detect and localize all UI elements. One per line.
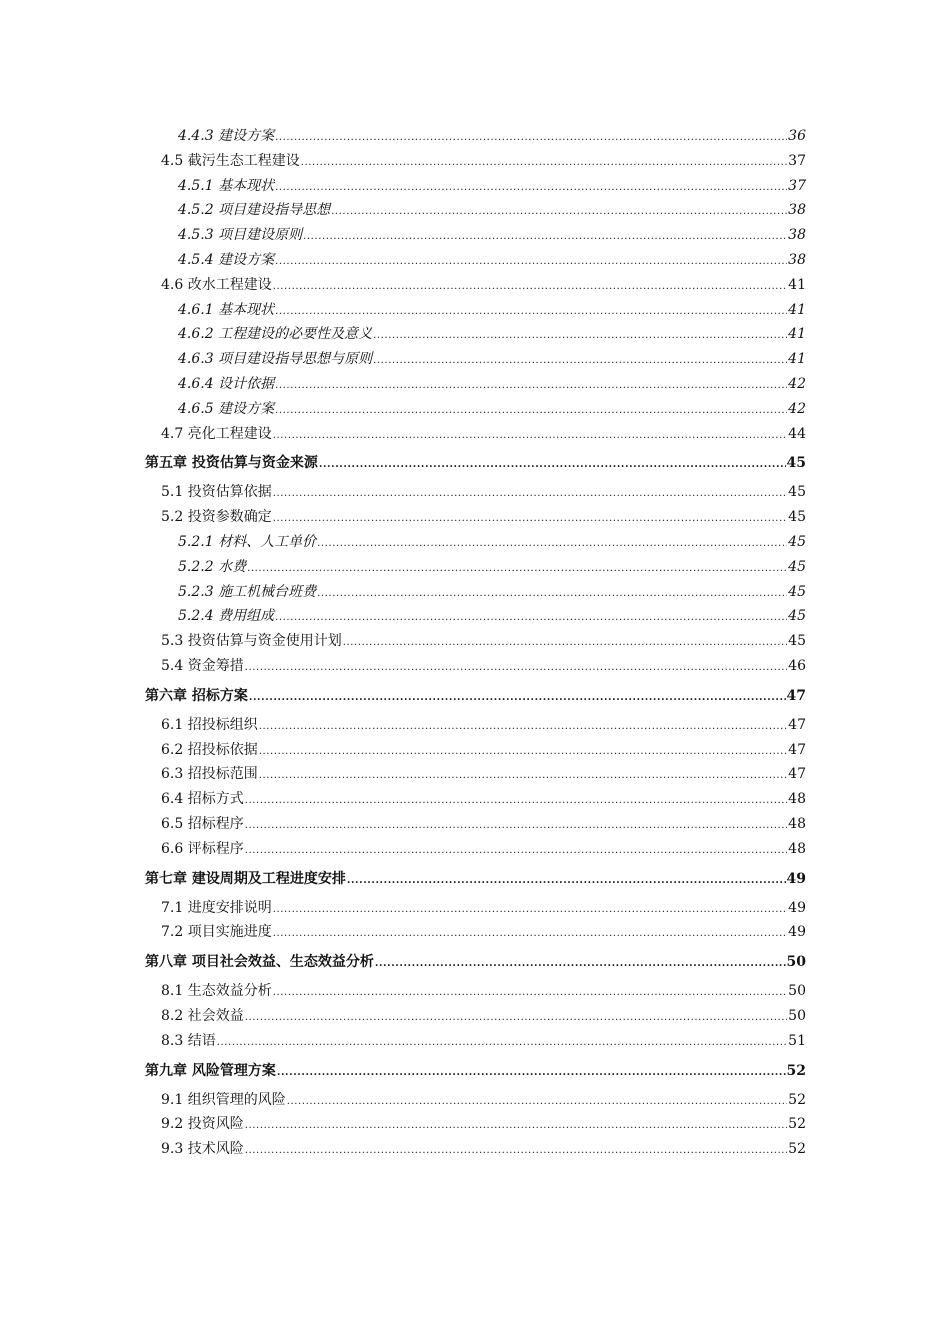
toc-subsection-entry[interactable] [145,347,806,372]
dot-leader [245,1114,787,1139]
toc-entry-page-number: 48 [788,791,806,808]
toc-entry-page-number: 48 [788,815,806,832]
toc-section-entry[interactable] [145,1112,806,1137]
toc-entry-title: 7.2 项目实施进度 [161,924,272,941]
toc-entry-title: 6.6 评标程序 [161,840,244,857]
toc-entry-title: 4.5.3 项目建设原则 [178,227,303,244]
toc-entry-title: 第五章 投资估算与资金来源 [145,455,318,472]
toc-section-entry[interactable] [145,1004,806,1029]
toc-entry-title: 9.1 组织管理的风险 [161,1091,286,1108]
toc-chapter-entry[interactable] [145,1054,806,1088]
toc-subsection-entry[interactable] [145,322,806,347]
table-of-contents [145,124,806,1162]
toc-entry-page-number: 41 [788,301,806,318]
toc-chapter-entry[interactable] [145,862,806,896]
toc-entry-page-number: 52 [786,1062,806,1079]
toc-entry-page-number: 44 [788,425,806,442]
dot-leader [287,1090,787,1115]
toc-entry-title: 4.5 截污生态工程建设 [161,152,300,169]
toc-entry-page-number: 49 [788,924,806,941]
toc-section-entry[interactable] [145,837,806,862]
toc-subsection-entry[interactable] [145,223,806,248]
toc-entry-title: 8.1 生态效益分析 [161,983,272,1000]
toc-entry-page-number: 47 [788,716,806,733]
toc-entry-page-number: 49 [786,870,806,887]
toc-entry-title: 5.4 资金筹措 [161,657,244,674]
dot-leader [275,250,787,275]
toc-chapter-entry[interactable] [145,679,806,713]
toc-entry-page-number: 37 [788,177,806,194]
dot-leader [245,789,787,814]
toc-subsection-entry[interactable] [145,580,806,605]
toc-subsection-entry[interactable] [145,298,806,323]
dot-leader [275,176,787,201]
dot-leader [301,151,787,176]
toc-section-entry[interactable] [145,505,806,530]
dot-leader [273,898,787,923]
toc-subsection-entry[interactable] [145,174,806,199]
dot-leader [303,225,787,250]
toc-entry-page-number: 36 [788,128,806,144]
toc-entry-page-number: 47 [788,766,806,783]
toc-section-entry[interactable] [145,787,806,812]
dot-leader [217,1031,787,1056]
dot-leader [245,1139,787,1164]
toc-entry-page-number: 46 [788,657,806,674]
toc-entry-title: 4.6.5 建设方案 [178,400,275,417]
toc-entry-page-number: 52 [788,1141,806,1158]
dot-leader [273,922,787,947]
toc-entry-title: 6.3 招投标范围 [161,766,258,783]
dot-leader [259,715,787,740]
dot-leader [347,864,786,898]
toc-section-entry[interactable] [145,979,806,1004]
dot-leader [373,349,787,374]
toc-section-entry[interactable] [145,149,806,174]
toc-entry-page-number: 41 [788,326,806,343]
toc-entry-page-number: 38 [788,202,806,219]
toc-entry-title: 第六章 招标方案 [145,687,248,704]
dot-leader [317,582,787,607]
toc-section-entry[interactable] [145,1137,806,1162]
dot-leader [275,606,787,631]
toc-entry-title: 6.1 招投标组织 [161,716,258,733]
dot-leader [273,275,787,300]
toc-subsection-entry[interactable] [145,555,806,580]
dot-leader [273,507,787,532]
toc-entry-title: 5.3 投资估算与资金使用计划 [161,633,342,650]
dot-leader [319,448,786,482]
dot-leader [273,981,787,1006]
dot-leader [273,482,787,507]
toc-entry-page-number: 50 [788,983,806,1000]
toc-section-entry[interactable] [145,629,806,654]
toc-entry-title: 第八章 项目社会效益、生态效益分析 [145,954,374,971]
toc-entry-title: 5.2.2 水费 [178,558,247,575]
toc-entry-page-number: 48 [788,840,806,857]
toc-entry-page-number: 45 [788,533,806,550]
dot-leader [343,631,787,656]
toc-entry-title: 9.2 投资风险 [161,1116,244,1133]
toc-entry-title: 4.4.3 建设方案 [178,128,275,144]
toc-entry-page-number: 45 [788,608,806,625]
toc-entry-title: 4.5.1 基本现状 [178,177,275,194]
dot-leader [249,681,786,715]
toc-section-entry[interactable] [145,480,806,505]
toc-entry-title: 4.6.3 项目建设指导思想与原则 [178,351,373,368]
toc-entry-title: 4.5.4 建设方案 [178,251,275,268]
toc-entry-page-number: 38 [788,251,806,268]
toc-entry-page-number: 45 [788,633,806,650]
toc-entry-title: 4.6.2 工程建设的必要性及意义 [178,326,373,343]
toc-chapter-entry[interactable] [145,446,806,480]
toc-entry-page-number: 52 [788,1091,806,1108]
toc-entry-title: 8.3 结语 [161,1032,216,1049]
dot-leader [375,947,786,981]
dot-leader [273,424,787,449]
toc-entry-page-number: 45 [788,484,806,501]
toc-subsection-entry[interactable] [145,530,806,555]
toc-entry-page-number: 45 [788,509,806,526]
toc-section-entry[interactable] [145,273,806,298]
toc-chapter-entry[interactable] [145,945,806,979]
toc-section-entry[interactable] [145,896,806,921]
dot-leader [275,399,787,424]
toc-entry-title: 6.4 招标方式 [161,791,244,808]
toc-entry-page-number: 38 [788,227,806,244]
toc-section-entry[interactable] [145,738,806,763]
dot-leader [275,126,787,151]
dot-leader [245,839,787,864]
toc-entry-page-number: 41 [788,276,806,293]
toc-entry-page-number: 37 [788,152,806,169]
toc-section-entry[interactable] [145,812,806,837]
toc-subsection-entry[interactable] [145,604,806,629]
toc-entry-title: 6.2 招投标依据 [161,741,258,758]
dot-leader [275,300,787,325]
toc-entry-title: 5.1 投资估算依据 [161,484,272,501]
dot-leader [317,532,787,557]
toc-entry-title: 7.1 进度安排说明 [161,899,272,916]
toc-entry-title: 4.5.2 项目建设指导思想 [178,202,331,219]
toc-entry-title: 第七章 建设周期及工程进度安排 [145,870,346,887]
toc-entry-title: 4.6 改水工程建设 [161,276,272,293]
toc-entry-page-number: 45 [788,583,806,600]
toc-section-entry[interactable] [145,1088,806,1113]
toc-entry-title: 4.6.1 基本现状 [178,301,275,318]
toc-entry-page-number: 42 [788,375,806,392]
toc-subsection-entry[interactable] [145,248,806,273]
toc-entry-title: 5.2.4 费用组成 [178,608,275,625]
toc-entry-page-number: 51 [788,1032,806,1049]
dot-leader [259,740,787,765]
toc-entry-title: 8.2 社会效益 [161,1007,244,1024]
dot-leader [275,374,787,399]
toc-entry-title: 9.3 技术风险 [161,1141,244,1158]
toc-entry-title: 第九章 风险管理方案 [145,1062,276,1079]
toc-entry-title: 4.6.4 设计依据 [178,375,275,392]
dot-leader [247,557,787,582]
toc-entry-page-number: 47 [788,741,806,758]
toc-entry-page-number: 45 [786,455,806,472]
dot-leader [245,1006,787,1031]
toc-entry-page-number: 49 [788,899,806,916]
toc-section-entry[interactable] [145,1029,806,1054]
toc-subsection-entry[interactable] [145,198,806,223]
dot-leader [373,324,787,349]
toc-entry-page-number: 47 [786,687,806,704]
toc-entry-page-number: 50 [788,1007,806,1024]
dot-leader [245,656,787,681]
dot-leader [277,1056,786,1090]
dot-leader [259,764,787,789]
toc-entry-page-number: 52 [788,1116,806,1133]
toc-section-entry[interactable] [145,422,806,447]
toc-subsection-entry[interactable] [145,372,806,397]
toc-entry-title: 5.2.1 材料、人工单价 [178,533,317,550]
toc-entry-page-number: 42 [788,400,806,417]
toc-section-entry[interactable] [145,762,806,787]
toc-entry-title: 5.2.3 施工机械台班费 [178,583,317,600]
toc-subsection-entry[interactable] [145,124,806,149]
dot-leader [331,200,787,225]
toc-section-entry[interactable] [145,920,806,945]
toc-entry-page-number: 45 [788,558,806,575]
toc-section-entry[interactable] [145,713,806,738]
toc-subsection-entry[interactable] [145,397,806,422]
toc-section-entry[interactable] [145,654,806,679]
dot-leader [245,814,787,839]
toc-entry-title: 4.7 亮化工程建设 [161,425,272,442]
toc-entry-page-number: 41 [788,351,806,368]
toc-entry-page-number: 50 [786,954,806,971]
toc-entry-title: 6.5 招标程序 [161,815,244,832]
toc-entry-title: 5.2 投资参数确定 [161,509,272,526]
